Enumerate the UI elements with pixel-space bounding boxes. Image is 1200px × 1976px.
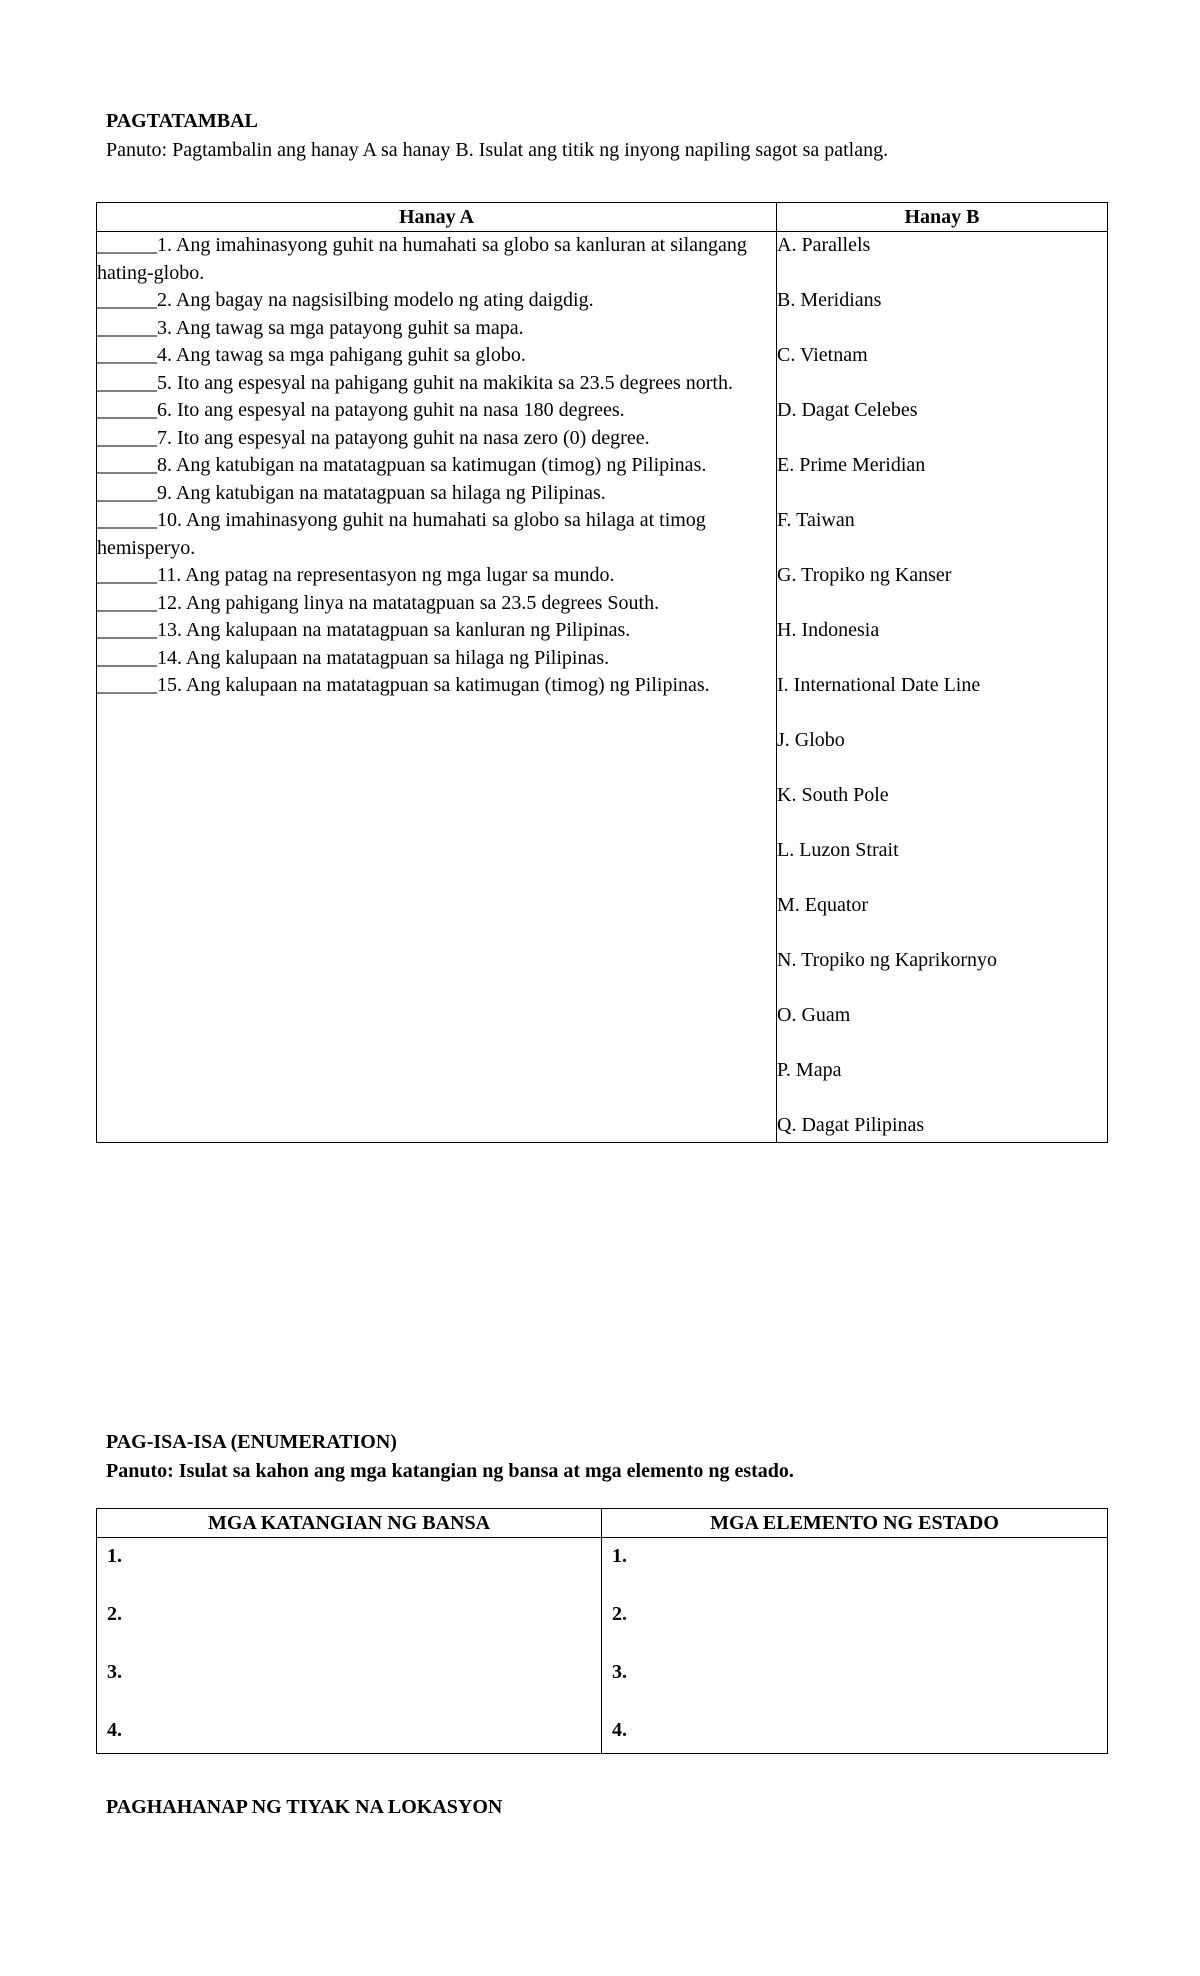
instructions-enumeration: Panuto: Isulat sa kahon ang mga katangian ng bansa at mga elemento ng estado.: [106, 1460, 794, 1482]
hanay-b-header: Hanay B: [777, 203, 1108, 232]
hanay-a-item: ______10. Ang imahinasyong guhit na humahati sa globo sa hilaga at timog hemisperyo.: [97, 509, 706, 559]
answer-number: 1.: [612, 1545, 627, 1567]
hanay-b-item: G. Tropiko ng Kanser: [777, 564, 952, 586]
hanay-a-item: ______9. Ang katubigan na matatagpuan sa hilaga ng Pilipinas.: [97, 481, 606, 504]
hanay-b-item: I. International Date Line: [777, 674, 981, 696]
hanay-a-item: ______2. Ang bagay na nagsisilbing modelo ng ating daigdig.: [97, 289, 594, 311]
hanay-b-item: J. Globo: [777, 729, 845, 751]
instructions-pagtatambal: Panuto: Pagtambalin ang hanay A sa hanay B. Isulat ang titik ng inyong napiling sagot sa patlang.: [106, 139, 889, 161]
hanay-a-item: ______3. Ang tawag sa mga patayong guhit sa mapa.: [97, 316, 524, 339]
hanay-a-item: ______6. Ito ang espesyal na patayong guhit na nasa 180 degrees.: [97, 399, 625, 421]
hanay-b-item: P. Mapa: [777, 1059, 842, 1081]
hanay-a-item: ______1. Ang imahinasyong guhit na humahati sa globo sa kanluran at silangang hating-globo.: [97, 234, 747, 284]
hanay-a-item: ______12. Ang pahigang linya na matatagpuan sa 23.5 degrees South.: [97, 591, 660, 614]
hanay-a-item: ______5. Ito ang espesyal na pahigang guhit na makikita sa 23.5 degrees north.: [97, 371, 733, 394]
katangian-answer-box[interactable]: [97, 1538, 602, 1754]
hanay-a-item: ______7. Ito ang espesyal na patayong guhit na nasa zero (0) degree.: [97, 426, 650, 449]
answer-number: 4.: [107, 1719, 122, 1741]
hanay-a-item: ______8. Ang katubigan na matatagpuan sa katimugan (timog) ng Pilipinas.: [97, 454, 707, 476]
hanay-b-item: M. Equator: [777, 894, 869, 916]
answer-number: 4.: [612, 1719, 627, 1741]
hanay-b-item: E. Prime Meridian: [777, 454, 926, 476]
section-title-pagtatambal: PAGTATAMBAL: [106, 110, 258, 132]
hanay-a-item: ______14. Ang kalupaan na matatagpuan sa hilaga ng Pilipinas.: [97, 646, 610, 669]
answer-number: 2.: [107, 1603, 122, 1625]
elemento-header: MGA ELEMENTO NG ESTADO: [602, 1509, 1108, 1538]
hanay-b-column: [777, 232, 1108, 1143]
hanay-b-item: K. South Pole: [777, 784, 889, 806]
answer-number: 2.: [612, 1603, 627, 1625]
hanay-a-column: [97, 232, 777, 1143]
section-title-enumeration: PAG-ISA-ISA (ENUMERATION): [106, 1431, 397, 1453]
hanay-b-item: O. Guam: [777, 1004, 851, 1026]
hanay-b-item: C. Vietnam: [777, 344, 868, 366]
enumeration-table: [96, 1508, 1108, 1754]
hanay-a-item: ______13. Ang kalupaan na matatagpuan sa kanluran ng Pilipinas.: [97, 619, 631, 641]
katangian-header: MGA KATANGIAN NG BANSA: [97, 1509, 602, 1538]
matching-table: [96, 202, 1108, 1143]
section-title-lokasyon: PAGHAHANAP NG TIYAK NA LOKASYON: [106, 1796, 503, 1818]
hanay-b-item: Q. Dagat Pilipinas: [777, 1114, 925, 1136]
hanay-b-item: B. Meridians: [777, 289, 882, 311]
hanay-a-item: ______15. Ang kalupaan na matatagpuan sa katimugan (timog) ng Pilipinas.: [97, 674, 710, 696]
hanay-b-item: L. Luzon Strait: [777, 839, 899, 861]
answer-number: 1.: [107, 1545, 122, 1567]
answer-number: 3.: [612, 1661, 627, 1683]
hanay-b-item: D. Dagat Celebes: [777, 399, 918, 421]
answer-number: 3.: [107, 1661, 122, 1683]
hanay-b-item: F. Taiwan: [777, 509, 855, 531]
hanay-a-item: ______4. Ang tawag sa mga pahigang guhit sa globo.: [97, 344, 526, 366]
elemento-answer-box[interactable]: [602, 1538, 1108, 1754]
hanay-b-item: H. Indonesia: [777, 619, 880, 641]
hanay-a-item: ______11. Ang patag na representasyon ng mga lugar sa mundo.: [97, 564, 615, 586]
hanay-b-item: N. Tropiko ng Kaprikornyo: [777, 949, 998, 971]
hanay-b-item: A. Parallels: [777, 234, 871, 256]
hanay-a-header: Hanay A: [97, 203, 777, 232]
